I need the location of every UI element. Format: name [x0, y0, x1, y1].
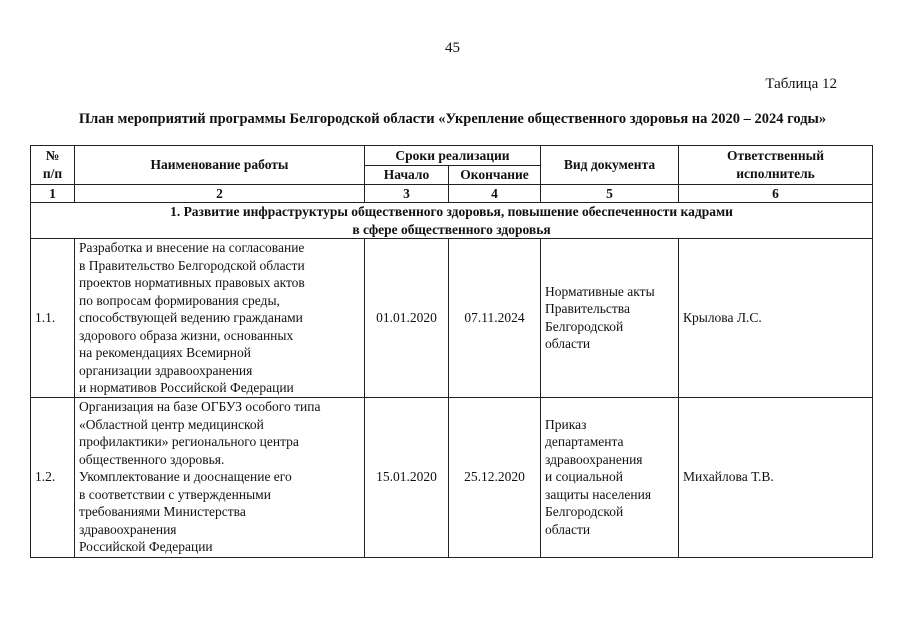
work-description — [75, 239, 365, 398]
row-number: 1.2. — [31, 397, 75, 557]
document-type — [541, 397, 679, 557]
work-line: требованиями Министерства — [79, 504, 246, 520]
column-index: 6 — [679, 184, 873, 203]
header-period: Сроки реализации — [365, 146, 541, 166]
work-line: здорового образа жизни, основанных — [79, 327, 294, 343]
column-index: 1 — [31, 184, 75, 203]
header-name: Наименование работы — [75, 146, 365, 185]
header-responsible-line: Ответственный — [727, 148, 824, 164]
work-line: общественного здоровья. — [79, 451, 225, 467]
section-heading — [31, 203, 873, 239]
table-label: Таблица 12 — [765, 76, 837, 92]
doc-line: Нормативные акты — [545, 283, 655, 299]
work-line: и нормативов Российской Федерации — [79, 380, 294, 395]
header-responsible — [679, 146, 873, 185]
column-index: 5 — [541, 184, 679, 203]
end-date: 07.11.2024 — [449, 239, 541, 398]
column-index: 3 — [365, 184, 449, 203]
responsible-person: Крылова Л.С. — [679, 239, 873, 398]
page-number: 45 — [445, 40, 460, 56]
work-line: проектов нормативных правовых актов — [79, 275, 305, 290]
work-line: по вопросам формирования среды, — [79, 292, 280, 308]
end-date: 25.12.2020 — [449, 397, 541, 557]
doc-line: Белгородской — [545, 504, 624, 520]
document-type — [541, 239, 679, 398]
work-line: Российской Федерации — [79, 539, 213, 555]
work-line: здравоохранения — [79, 521, 177, 537]
work-description — [75, 397, 365, 557]
work-line: на рекомендациях Всемирной — [79, 345, 251, 360]
section-line: в сфере общественного здоровья — [352, 221, 551, 237]
doc-line: области — [545, 336, 591, 352]
header-responsible-line: исполнитель — [736, 165, 815, 181]
work-line: организации здравоохранения — [79, 362, 253, 378]
work-line: Организация на базе ОГБУЗ особого типа — [79, 399, 321, 415]
doc-line: защиты населения — [545, 486, 652, 502]
table-row — [31, 239, 873, 398]
header-doc-type: Вид документа — [541, 146, 679, 185]
header-start: Начало — [365, 166, 449, 185]
column-index-row — [31, 184, 873, 203]
table-row — [31, 397, 873, 557]
section-line: 1. Развитие инфраструктуры общественного здоровья, повышение обеспеченности кадрами — [170, 204, 733, 219]
doc-line: Приказ — [545, 416, 587, 432]
column-index: 4 — [449, 184, 541, 203]
doc-line: области — [545, 521, 591, 537]
doc-line: Белгородской — [545, 318, 624, 334]
header-end: Окончание — [449, 166, 541, 185]
work-line: в соответствии с утвержденными — [79, 486, 271, 502]
work-line: Разработка и внесение на согласование — [79, 240, 305, 255]
column-index: 2 — [75, 184, 365, 203]
doc-line: департамента — [545, 434, 624, 450]
document-title: План мероприятий программы Белгородской области «Укрепление общественного здоровья на 2020 – 2024 годы» — [78, 111, 827, 127]
plan-table — [30, 145, 873, 558]
section-row — [31, 203, 873, 239]
start-date: 01.01.2020 — [365, 239, 449, 398]
doc-line: и социальной — [545, 469, 623, 485]
work-line: Укомплектование и дооснащение его — [79, 469, 292, 485]
work-line: «Областной центр медицинской — [79, 416, 264, 432]
responsible-person: Михайлова Т.В. — [679, 397, 873, 557]
row-number: 1.1. — [31, 239, 75, 398]
header-num-line: № — [45, 148, 60, 164]
doc-line: Правительства — [545, 301, 630, 317]
work-line: профилактики» регионального центра — [79, 434, 299, 450]
header-row — [31, 146, 873, 166]
header-num — [31, 146, 75, 185]
doc-line: здравоохранения — [545, 451, 643, 467]
start-date: 15.01.2020 — [365, 397, 449, 557]
header-num-line: п/п — [42, 165, 63, 181]
work-line: в Правительство Белгородской области — [79, 257, 305, 273]
work-line: способствующей ведению гражданами — [79, 310, 303, 325]
